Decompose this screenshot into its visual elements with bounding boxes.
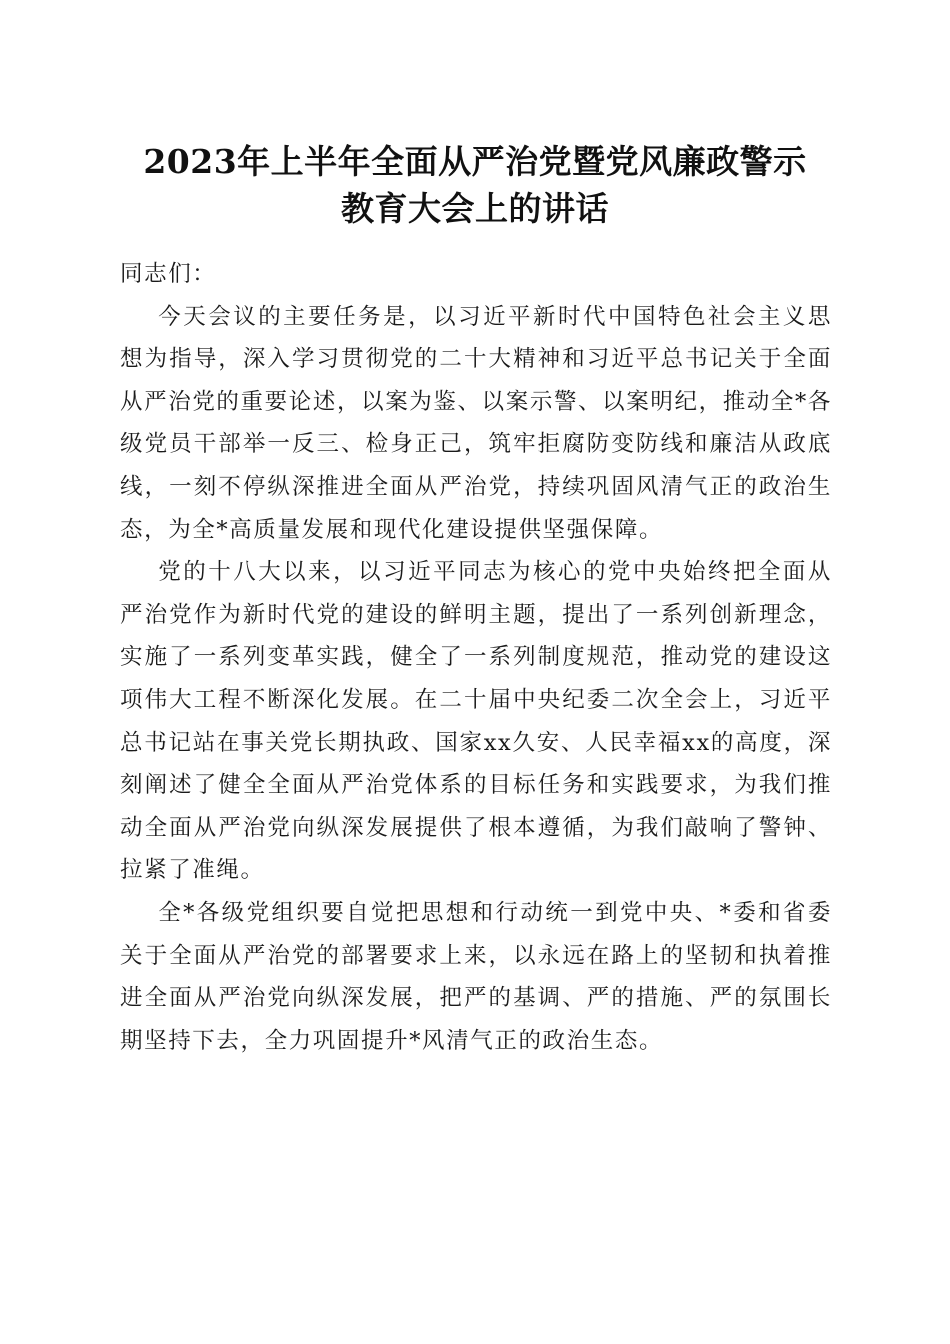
title-line-1: 2023年上半年全面从严治党暨党风廉政警示 bbox=[143, 142, 807, 181]
document-body bbox=[120, 253, 832, 1062]
paragraph-2: 党的十八大以来，以习近平同志为核心的党中央始终把全面从严治党作为新时代党的建设的鲜明主题，提出了一系列创新理念，实施了一系列变革实践，健全了一系列制度规范，推动党的建设这项伟大工程不断深化发展。在二十届中央纪委二次全会上，习近平总书记站在事关党长期执政、国家xx久安、人民幸福xx的高度，深刻阐述了健全全面从严治党体系的目标任务和实践要求，为我们推动全面从严治党向纵深发展提供了根本遵循，为我们敲响了警钟、拉紧了准绳。 bbox=[120, 559, 832, 884]
salutation: 同志们： bbox=[120, 261, 217, 287]
paragraph-3: 全*各级党组织要自觉把思想和行动统一到党中央、*委和省委关于全面从严治党的部署要求上来，以永远在路上的坚韧和执着推进全面从严治党向纵深发展，把严的基调、严的措施、严的氛围长期坚持下去，全力巩固提升*风清气正的政治生态。 bbox=[120, 899, 832, 1054]
title-line-2: 教育大会上的讲话 bbox=[341, 189, 609, 228]
paragraph-1: 今天会议的主要任务是，以习近平新时代中国特色社会主义思想为指导，深入学习贯彻党的二十大精神和习近平总书记关于全面从严治党的重要论述，以案为鉴、以案示警、以案明纪，推动全*各级党员干部举一反三、检身正己，筑牢拒腐防变防线和廉洁从政底线，一刻不停纵深推进全面从严治党，持续巩固风清气正的政治生态，为全*高质量发展和现代化建设提供坚强保障。 bbox=[120, 303, 832, 543]
document-title bbox=[100, 138, 850, 232]
